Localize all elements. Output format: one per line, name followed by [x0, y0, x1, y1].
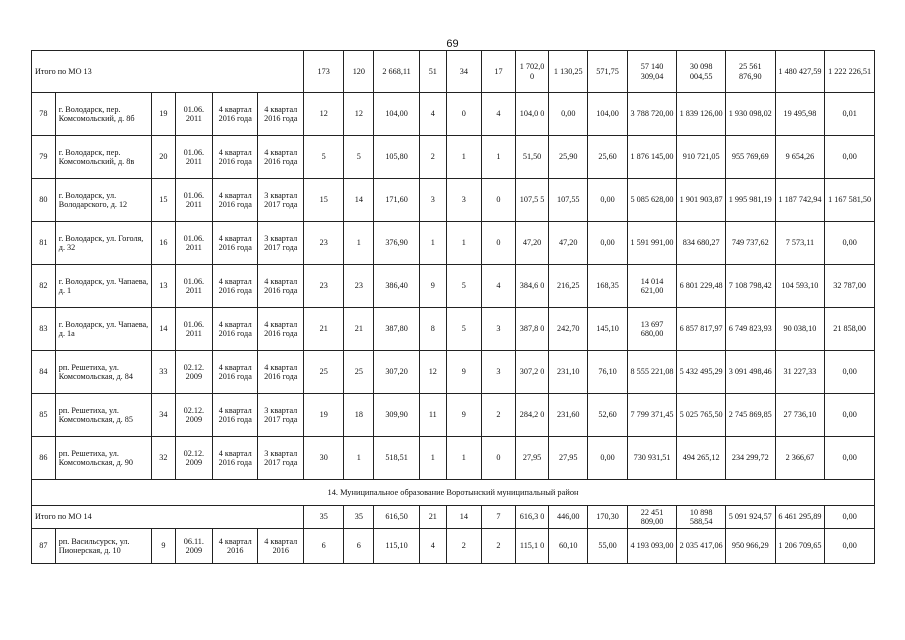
table-cell: 2 035 417,06	[677, 529, 726, 564]
fact-period-cell: 3 квартал 2017 года	[258, 179, 304, 222]
address-cell: г. Володарск, ул. Володарского, д. 12	[55, 179, 151, 222]
code-cell: 15	[151, 179, 175, 222]
table-cell: 12	[419, 351, 446, 394]
address-cell: рп. Решетиха, ул. Комсомольская, д. 85	[55, 394, 151, 437]
address-cell: г. Володарск, ул. Гоголя, д. 32	[55, 222, 151, 265]
date-cell: 01.06. 2011	[175, 179, 212, 222]
table-cell: 3 091 498,46	[725, 351, 775, 394]
table-cell: 5 432 495,29	[677, 351, 726, 394]
table-cell: 1	[481, 136, 515, 179]
plan-period-cell: 4 квартал 2016 года	[212, 93, 258, 136]
table-cell: 0,00	[825, 136, 875, 179]
table-cell: 25	[344, 351, 374, 394]
table-cell: 34	[446, 51, 481, 93]
table-cell: 5 025 765,50	[677, 394, 726, 437]
table-cell: 173	[304, 51, 344, 93]
table-cell: 231,60	[549, 394, 588, 437]
table-cell: 2 366,67	[775, 437, 825, 480]
table-cell: 3	[419, 179, 446, 222]
row-number: 83	[32, 308, 56, 351]
table-cell: 1 591 991,00	[627, 222, 677, 265]
table-cell: 107,5 5	[516, 179, 549, 222]
table-cell: 25 561 876,90	[725, 51, 775, 93]
table-cell: 35	[304, 506, 344, 529]
table-cell: 1	[344, 222, 374, 265]
table-cell: 5 091 924,57	[725, 506, 775, 529]
table-cell: 76,10	[588, 351, 627, 394]
table-cell: 107,55	[549, 179, 588, 222]
plan-period-cell: 4 квартал 2016 года	[212, 437, 258, 480]
code-cell: 34	[151, 394, 175, 437]
plan-period-cell: 4 квартал 2016 года	[212, 394, 258, 437]
row-number: 78	[32, 93, 56, 136]
table-cell: 15	[304, 179, 344, 222]
date-cell: 01.06. 2011	[175, 308, 212, 351]
table-cell: 115,1 0	[516, 529, 549, 564]
table-cell: 0,00	[588, 222, 627, 265]
plan-period-cell: 4 квартал 2016 года	[212, 222, 258, 265]
fact-period-cell: 3 квартал 2017 года	[258, 394, 304, 437]
table-cell: 1 930 098,02	[725, 93, 775, 136]
table-cell: 307,2 0	[516, 351, 549, 394]
table-cell: 4	[481, 93, 515, 136]
table-cell: 910 721,05	[677, 136, 726, 179]
table-cell: 387,8 0	[516, 308, 549, 351]
table-cell: 9	[419, 265, 446, 308]
table-cell: 4	[419, 93, 446, 136]
table-cell: 730 931,51	[627, 437, 677, 480]
plan-period-cell: 4 квартал 2016	[212, 529, 258, 564]
table-cell: 6 857 817,97	[677, 308, 726, 351]
total-label: Итого по МО 14	[32, 506, 304, 529]
table-cell: 25,90	[549, 136, 588, 179]
table-cell: 2	[419, 136, 446, 179]
row-number: 87	[32, 529, 56, 564]
table-cell: 12	[344, 93, 374, 136]
table-row	[32, 179, 875, 222]
table-cell: 57 140 309,04	[627, 51, 677, 93]
table-cell: 27,95	[549, 437, 588, 480]
table-cell: 0,00	[588, 437, 627, 480]
table-cell: 834 680,27	[677, 222, 726, 265]
table-cell: 1	[419, 222, 446, 265]
date-cell: 01.06. 2011	[175, 136, 212, 179]
table-cell: 494 265,12	[677, 437, 726, 480]
row-number: 85	[32, 394, 56, 437]
row-number: 84	[32, 351, 56, 394]
address-cell: рп. Решетиха, ул. Комсомольская, д. 90	[55, 437, 151, 480]
address-cell: г. Володарск, пер. Комсомольский, д. 8б	[55, 93, 151, 136]
table-cell: 0,00	[825, 506, 875, 529]
address-cell: г. Володарск, ул. Чапаева, д. 1а	[55, 308, 151, 351]
table-cell: 0	[481, 179, 515, 222]
table-row	[32, 93, 875, 136]
code-cell: 13	[151, 265, 175, 308]
date-cell: 01.06. 2011	[175, 93, 212, 136]
table-cell: 0,00	[825, 351, 875, 394]
fact-period-cell: 4 квартал 2016 года	[258, 308, 304, 351]
row-number: 79	[32, 136, 56, 179]
table-cell: 2 745 869,85	[725, 394, 775, 437]
table-cell: 6 749 823,93	[725, 308, 775, 351]
table-cell: 104 593,10	[775, 265, 825, 308]
table-cell: 18	[344, 394, 374, 437]
table-cell: 2	[481, 529, 515, 564]
table-cell: 4	[481, 265, 515, 308]
table-cell: 446,00	[549, 506, 588, 529]
address-cell: рп. Васильсурск, ул. Пионерская, д. 10	[55, 529, 151, 564]
fact-period-cell: 4 квартал 2016 года	[258, 93, 304, 136]
table-cell: 0,00	[549, 93, 588, 136]
table-cell: 19 495,98	[775, 93, 825, 136]
table-cell: 0,00	[825, 529, 875, 564]
table-cell: 950 966,29	[725, 529, 775, 564]
row-number: 81	[32, 222, 56, 265]
table-cell: 12	[304, 93, 344, 136]
address-cell: г. Володарск, пер. Комсомольский, д. 8в	[55, 136, 151, 179]
table-cell: 31 227,33	[775, 351, 825, 394]
table-cell: 7 108 798,42	[725, 265, 775, 308]
plan-period-cell: 4 квартал 2016 года	[212, 308, 258, 351]
fact-period-cell: 3 квартал 2017 года	[258, 222, 304, 265]
fact-period-cell: 4 квартал 2016 года	[258, 265, 304, 308]
table-cell: 0,00	[825, 437, 875, 480]
table-cell: 14 014 621,00	[627, 265, 677, 308]
table-cell: 17	[481, 51, 515, 93]
table-cell: 1	[446, 222, 481, 265]
section-title: 14. Муниципальное образование Воротынский муниципальный район	[32, 480, 875, 506]
table-cell: 4	[419, 529, 446, 564]
table-cell: 1 839 126,00	[677, 93, 726, 136]
table-cell: 5	[344, 136, 374, 179]
table-cell: 104,0 0	[516, 93, 549, 136]
table-cell: 8 555 221,08	[627, 351, 677, 394]
table-cell: 23	[344, 265, 374, 308]
table-cell: 25	[304, 351, 344, 394]
table-cell: 1 995 981,19	[725, 179, 775, 222]
table-cell: 21	[419, 506, 446, 529]
table-cell: 52,60	[588, 394, 627, 437]
date-cell: 02.12. 2009	[175, 351, 212, 394]
table-cell: 0,00	[825, 222, 875, 265]
row-number: 86	[32, 437, 56, 480]
table-row	[32, 351, 875, 394]
fact-period-cell: 4 квартал 2016 года	[258, 351, 304, 394]
code-cell: 14	[151, 308, 175, 351]
table-cell: 30 098 004,55	[677, 51, 726, 93]
table-cell: 1 206 709,65	[775, 529, 825, 564]
table-cell: 0	[446, 93, 481, 136]
row-number: 80	[32, 179, 56, 222]
address-cell: г. Володарск, ул. Чапаева, д. 1	[55, 265, 151, 308]
table-cell: 170,30	[588, 506, 627, 529]
code-cell: 19	[151, 93, 175, 136]
table-cell: 171,60	[374, 179, 420, 222]
table-cell: 23	[304, 265, 344, 308]
table-cell: 1 876 145,00	[627, 136, 677, 179]
table-cell: 749 737,62	[725, 222, 775, 265]
table-cell: 19	[304, 394, 344, 437]
table-cell: 13 697 680,00	[627, 308, 677, 351]
plan-period-cell: 4 квартал 2016 года	[212, 136, 258, 179]
table-cell: 518,51	[374, 437, 420, 480]
code-cell: 20	[151, 136, 175, 179]
table-cell: 32 787,00	[825, 265, 875, 308]
code-cell: 9	[151, 529, 175, 564]
row-number: 82	[32, 265, 56, 308]
table-cell: 2	[481, 394, 515, 437]
table-cell: 0,00	[825, 394, 875, 437]
table-cell: 6	[344, 529, 374, 564]
table-cell: 0,01	[825, 93, 875, 136]
section-header-row	[32, 480, 875, 506]
table-cell: 1	[419, 437, 446, 480]
table-cell: 104,00	[588, 93, 627, 136]
code-cell: 32	[151, 437, 175, 480]
table-row	[32, 222, 875, 265]
table-cell: 5	[304, 136, 344, 179]
table-cell: 234 299,72	[725, 437, 775, 480]
table-body	[32, 51, 875, 564]
table-cell: 47,20	[549, 222, 588, 265]
resettlement-table	[31, 50, 875, 564]
table-cell: 105,80	[374, 136, 420, 179]
table-cell: 1 187 742,94	[775, 179, 825, 222]
table-cell: 55,00	[588, 529, 627, 564]
table-cell: 35	[344, 506, 374, 529]
table-cell: 7 799 371,45	[627, 394, 677, 437]
address-cell: рп. Решетиха, ул. Комсомольская, д. 84	[55, 351, 151, 394]
table-cell: 51,50	[516, 136, 549, 179]
date-cell: 02.12. 2009	[175, 394, 212, 437]
table-cell: 6 461 295,89	[775, 506, 825, 529]
date-cell: 01.06. 2011	[175, 265, 212, 308]
table-cell: 9	[446, 351, 481, 394]
table-cell: 387,80	[374, 308, 420, 351]
table-cell: 11	[419, 394, 446, 437]
table-cell: 6 801 229,48	[677, 265, 726, 308]
table-cell: 23	[304, 222, 344, 265]
table-cell: 0,00	[588, 179, 627, 222]
table-cell: 21	[344, 308, 374, 351]
table-cell: 5	[446, 265, 481, 308]
table-cell: 22 451 809,00	[627, 506, 677, 529]
code-cell: 16	[151, 222, 175, 265]
plan-period-cell: 4 квартал 2016 года	[212, 265, 258, 308]
fact-period-cell: 4 квартал 2016	[258, 529, 304, 564]
table-cell: 1 130,25	[549, 51, 588, 93]
table-cell: 1 480 427,59	[775, 51, 825, 93]
table-cell: 309,90	[374, 394, 420, 437]
plan-period-cell: 4 квартал 2016 года	[212, 351, 258, 394]
table-cell: 10 898 588,54	[677, 506, 726, 529]
table-cell: 1 901 903,87	[677, 179, 726, 222]
table-cell: 1 702,0 0	[516, 51, 549, 93]
table-cell: 242,70	[549, 308, 588, 351]
page-number: 69	[446, 38, 459, 50]
table-cell: 955 769,69	[725, 136, 775, 179]
table-cell: 7	[481, 506, 515, 529]
date-cell: 06.11. 2009	[175, 529, 212, 564]
table-cell: 3 788 720,00	[627, 93, 677, 136]
table-cell: 145,10	[588, 308, 627, 351]
table-row	[32, 136, 875, 179]
table-cell: 384,6 0	[516, 265, 549, 308]
table-cell: 47,20	[516, 222, 549, 265]
table-row	[32, 394, 875, 437]
table-cell: 386,40	[374, 265, 420, 308]
table-row	[32, 529, 875, 564]
table-cell: 1 222 226,51	[825, 51, 875, 93]
table-cell: 376,90	[374, 222, 420, 265]
table-row	[32, 437, 875, 480]
table-cell: 27,95	[516, 437, 549, 480]
table-cell: 25,60	[588, 136, 627, 179]
table-cell: 115,10	[374, 529, 420, 564]
fact-period-cell: 3 квартал 2017 года	[258, 437, 304, 480]
table-cell: 168,35	[588, 265, 627, 308]
table-cell: 9 654,26	[775, 136, 825, 179]
table-row	[32, 265, 875, 308]
date-cell: 01.06. 2011	[175, 222, 212, 265]
fact-period-cell: 4 квартал 2016 года	[258, 136, 304, 179]
plan-period-cell: 4 квартал 2016 года	[212, 179, 258, 222]
table-cell: 27 736,10	[775, 394, 825, 437]
table-cell: 21	[304, 308, 344, 351]
table-cell: 0	[481, 437, 515, 480]
total-mo14-row	[32, 506, 875, 529]
table-cell: 7 573,11	[775, 222, 825, 265]
table-cell: 104,00	[374, 93, 420, 136]
table-cell: 3	[481, 308, 515, 351]
table-cell: 0	[481, 222, 515, 265]
date-cell: 02.12. 2009	[175, 437, 212, 480]
table-cell: 8	[419, 308, 446, 351]
table-cell: 571,75	[588, 51, 627, 93]
table-cell: 90 038,10	[775, 308, 825, 351]
table-cell: 2	[446, 529, 481, 564]
table-cell: 14	[344, 179, 374, 222]
table-cell: 1	[446, 136, 481, 179]
table-cell: 1	[446, 437, 481, 480]
table-cell: 3	[481, 351, 515, 394]
table-cell: 231,10	[549, 351, 588, 394]
table-cell: 51	[419, 51, 446, 93]
table-cell: 616,3 0	[516, 506, 549, 529]
table-cell: 216,25	[549, 265, 588, 308]
table-cell: 60,10	[549, 529, 588, 564]
table-cell: 307,20	[374, 351, 420, 394]
table-cell: 21 858,00	[825, 308, 875, 351]
code-cell: 33	[151, 351, 175, 394]
table-cell: 1	[344, 437, 374, 480]
table-cell: 3	[446, 179, 481, 222]
total-label: Итого по МО 13	[32, 51, 304, 93]
table-cell: 6	[304, 529, 344, 564]
table-cell: 5 085 628,00	[627, 179, 677, 222]
table-cell: 14	[446, 506, 481, 529]
table-cell: 2 668,11	[374, 51, 420, 93]
table-cell: 5	[446, 308, 481, 351]
table-cell: 1 167 581,50	[825, 179, 875, 222]
table-cell: 4 193 093,00	[627, 529, 677, 564]
table-cell: 9	[446, 394, 481, 437]
table-cell: 616,50	[374, 506, 420, 529]
table-row	[32, 308, 875, 351]
total-mo13-row	[32, 51, 875, 93]
table-cell: 284,2 0	[516, 394, 549, 437]
table-cell: 30	[304, 437, 344, 480]
table-cell: 120	[344, 51, 374, 93]
